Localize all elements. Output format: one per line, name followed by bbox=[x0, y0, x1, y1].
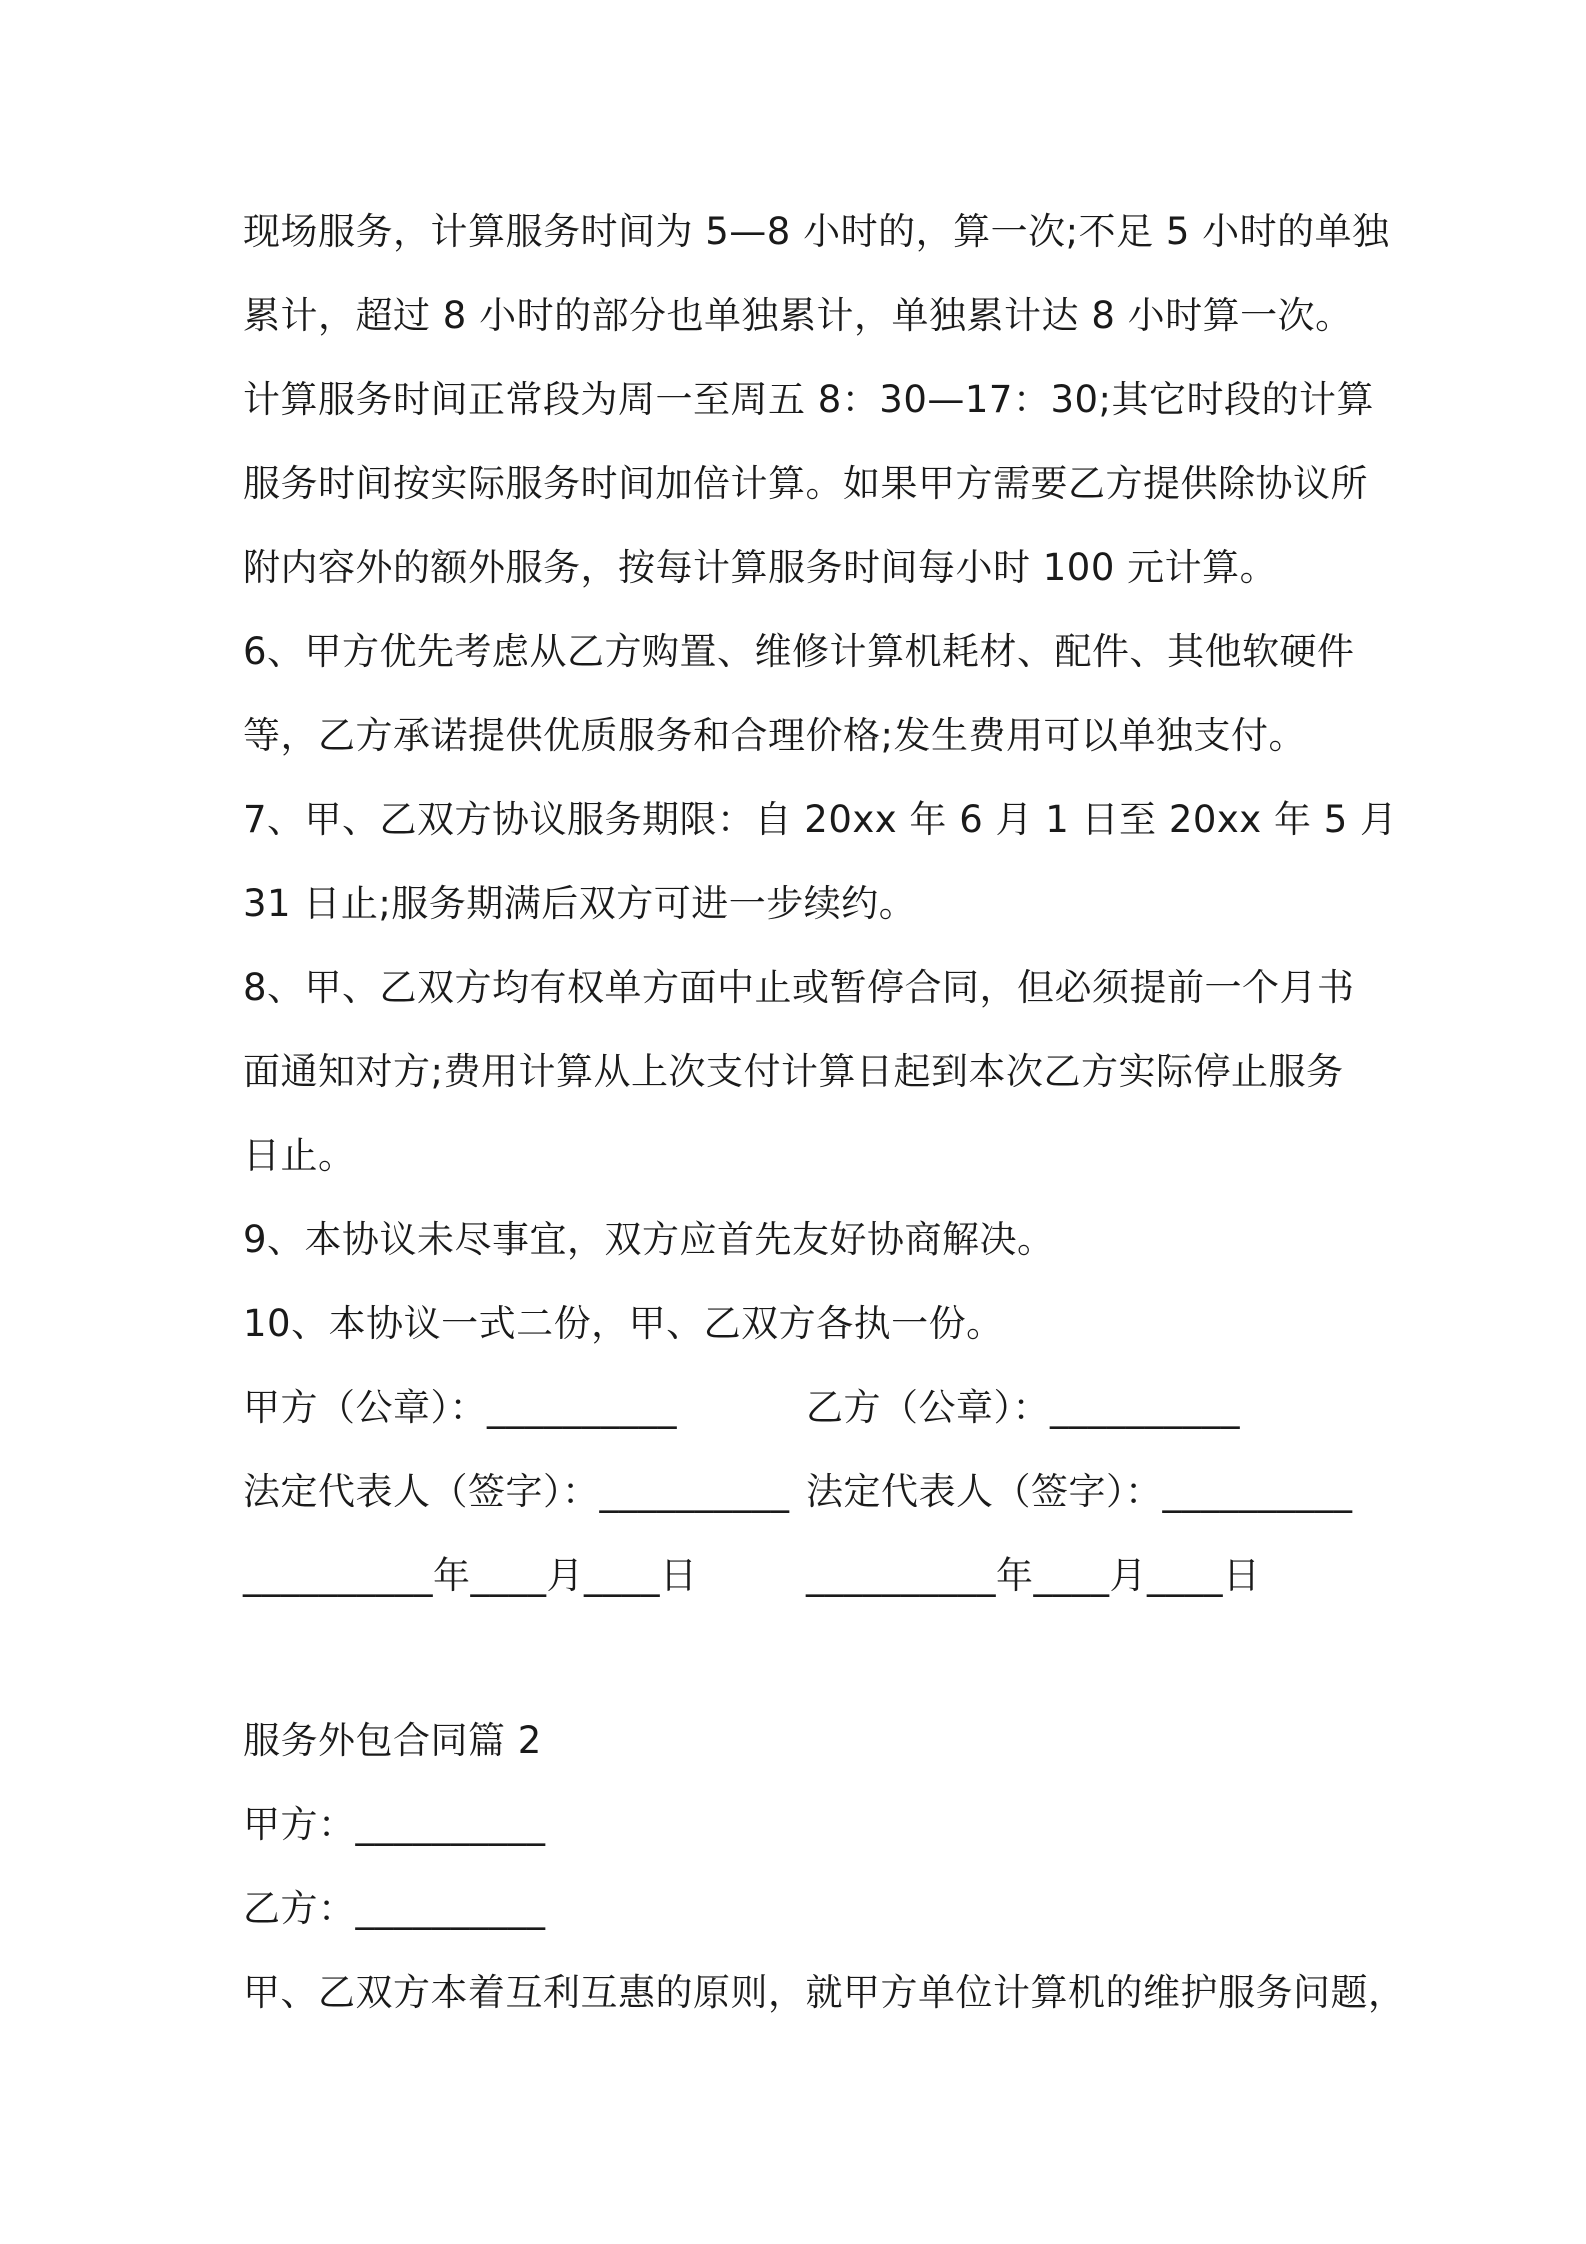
clause-8-line: 日止。 bbox=[243, 1134, 356, 1177]
clause-10-line: 10、本协议一式二份，甲、乙双方各执一份。 bbox=[243, 1302, 1004, 1345]
paragraph-line: 附内容外的额外服务，按每计算服务时间每小时 100 元计算。 bbox=[243, 546, 1278, 589]
clause-6-line: 等，乙方承诺提供优质服务和合理价格;发生费用可以单独支付。 bbox=[243, 714, 1306, 757]
party-a-seal-field: 甲方（公章）：__________ bbox=[243, 1386, 677, 1429]
paragraph-line: 服务时间按实际服务时间加倍计算。如果甲方需要乙方提供除协议所 bbox=[243, 462, 1368, 505]
party-a-date-field: __________年____月____日 bbox=[243, 1554, 698, 1597]
clause-6-line: 6、甲方优先考虑从乙方购置、维修计算机耗材、配件、其他软硬件 bbox=[243, 630, 1355, 673]
party-a-rep-field: 法定代表人（签字）：__________ bbox=[243, 1470, 790, 1513]
paragraph-line: 计算服务时间正常段为周一至周五 8：30—17：30;其它时段的计算 bbox=[243, 378, 1375, 421]
clause-8-line: 8、甲、乙双方均有权单方面中止或暂停合同，但必须提前一个月书 bbox=[243, 966, 1355, 1009]
party-b-seal-field: 乙方（公章）：__________ bbox=[806, 1386, 1240, 1429]
party-b-date-field: __________年____月____日 bbox=[806, 1554, 1261, 1597]
clause-7-line: 7、甲、乙双方协议服务期限：自 20xx 年 6 月 1 日至 20xx 年 5 月 bbox=[243, 798, 1398, 841]
intro-line: 甲、乙双方本着互利互惠的原则，就甲方单位计算机的维护服务问题， bbox=[243, 1971, 1406, 2014]
party-a-field: 甲方：__________ bbox=[243, 1803, 546, 1846]
clause-8-line: 面通知对方;费用计算从上次支付计算日起到本次乙方实际停止服务 bbox=[243, 1050, 1344, 1093]
paragraph-line: 现场服务，计算服务时间为 5—8 小时的，算一次;不足 5 小时的单独 bbox=[243, 210, 1390, 253]
party-b-field: 乙方：__________ bbox=[243, 1887, 546, 1930]
clause-7-line: 31 日止;服务期满后双方可进一步续约。 bbox=[243, 882, 917, 925]
paragraph-line: 累计，超过 8 小时的部分也单独累计，单独累计达 8 小时算一次。 bbox=[243, 294, 1353, 337]
section-title: 服务外包合同篇 2 bbox=[243, 1719, 542, 1762]
party-b-rep-field: 法定代表人（签字）：__________ bbox=[806, 1470, 1353, 1513]
clause-9-line: 9、本协议未尽事宜，双方应首先友好协商解决。 bbox=[243, 1218, 1055, 1261]
